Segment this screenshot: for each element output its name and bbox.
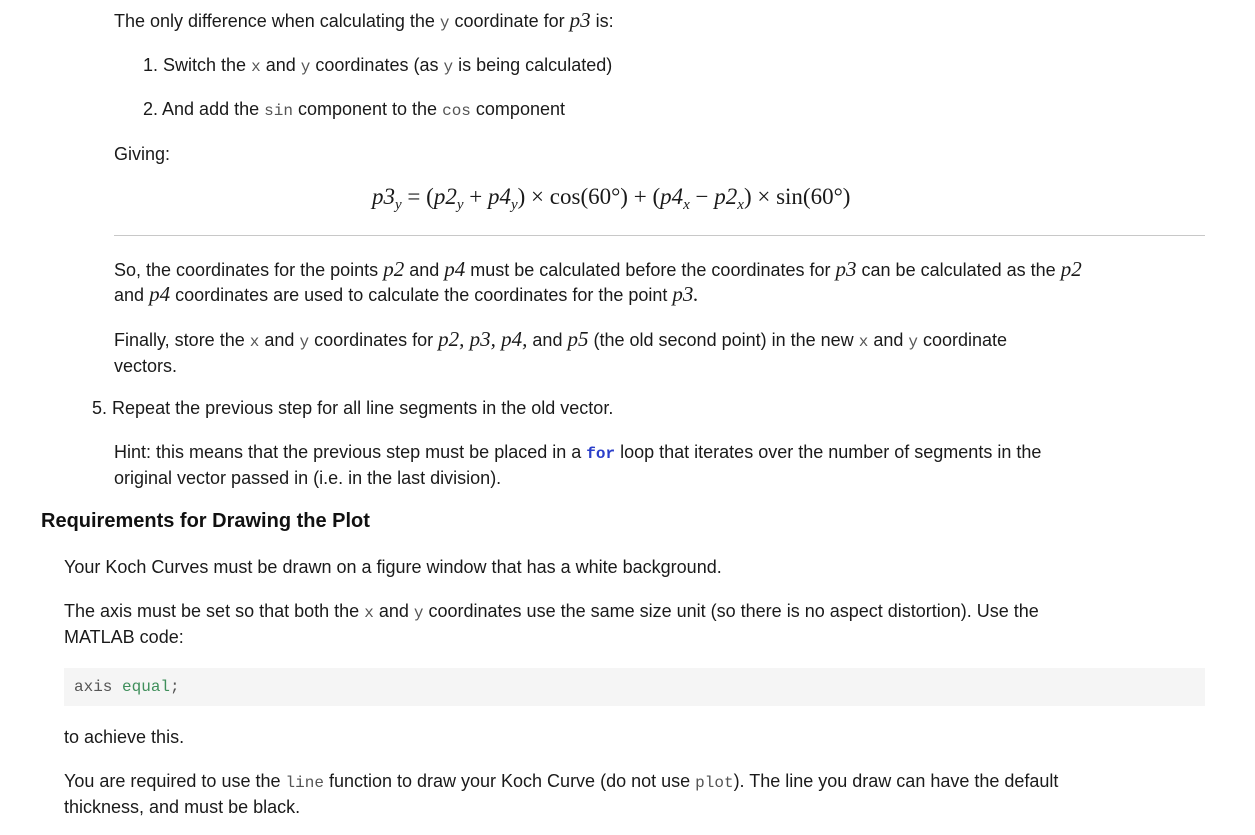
math-p3: p3 xyxy=(835,257,857,281)
text: coordinates are used to calculate the coordinates for the point xyxy=(175,285,668,305)
text: The axis must be set so that both the xyxy=(64,601,360,621)
list-text: Switch the xyxy=(163,55,247,75)
giving-label: Giving: xyxy=(114,144,171,164)
list-number: 5. xyxy=(92,398,108,418)
text: You are required to use the xyxy=(64,771,281,791)
code-semicolon: ; xyxy=(170,678,180,696)
paragraph-finally xyxy=(114,327,1214,378)
paragraph-axis xyxy=(64,599,1204,649)
eq-sub: y xyxy=(456,197,464,213)
text: and xyxy=(409,260,440,280)
list-text: And add the xyxy=(162,99,260,119)
paragraph-achieve: to achieve this. xyxy=(64,727,185,747)
text: and xyxy=(532,330,563,350)
text: Hint: this means that the previous step must be placed in a xyxy=(114,442,582,462)
text: original vector passed in (i.e. in the last division). xyxy=(114,468,502,488)
text: coordinates for xyxy=(314,330,434,350)
intro-text-mid: coordinate for xyxy=(454,11,565,31)
code-line-fn: line xyxy=(285,774,324,792)
code-block xyxy=(64,668,1205,706)
eq-term: p2 xyxy=(433,184,457,209)
paragraph-background: Your Koch Curves must be drawn on a figure window that has a white background. xyxy=(64,557,722,577)
text: and xyxy=(264,330,295,350)
code-sin: sin xyxy=(264,102,293,120)
eq-term: p4 xyxy=(660,184,684,209)
text: and xyxy=(873,330,904,350)
eq-term: p4 xyxy=(487,184,511,209)
list-item-1 xyxy=(143,53,612,79)
intro-text-post: is: xyxy=(595,11,614,31)
math-p4: p4 xyxy=(444,257,466,281)
math-p3: p3 xyxy=(569,8,591,32)
eq-sin: sin(60°) xyxy=(776,184,851,209)
code-x: x xyxy=(249,333,260,351)
code-y: y xyxy=(299,333,310,351)
paragraph-line xyxy=(64,769,1204,819)
text: (the old second point) in the new xyxy=(593,330,854,350)
text: thickness, and must be black. xyxy=(64,797,301,817)
text: loop that iterates over the number of segments in the xyxy=(620,442,1042,462)
code-plot-fn: plot xyxy=(695,774,734,792)
text: coordinates use the same size unit (so there is no aspect distortion). Use the xyxy=(428,601,1039,621)
code-y: y xyxy=(300,58,311,76)
list-text-and: and xyxy=(265,55,296,75)
math-p4: p4 xyxy=(149,282,171,306)
eq-sub: y xyxy=(510,197,518,213)
divider xyxy=(114,235,1205,236)
list-text-post: component xyxy=(475,99,565,119)
code-x: x xyxy=(364,604,374,622)
eq-term: p2 xyxy=(714,184,738,209)
paragraph-so xyxy=(114,257,1214,307)
code-argument: equal xyxy=(122,678,171,696)
list-number: 1. xyxy=(143,55,159,75)
math-p3: p3. xyxy=(672,282,699,306)
text: and xyxy=(378,601,409,621)
math-p2: p2 xyxy=(383,257,405,281)
math-p2: p2 xyxy=(1060,257,1082,281)
list-text: Repeat the previous step for all line segments in the old vector. xyxy=(112,398,614,418)
code-keyword: axis xyxy=(74,678,113,696)
list-text-mid: component to the xyxy=(297,99,438,119)
code-x: x xyxy=(251,58,261,76)
code-x: x xyxy=(858,333,869,351)
text: MATLAB code: xyxy=(64,627,184,647)
equation: $p3_y = (p2_y + p4_y) \times \cos(60^\circ) + (p4_x - p2_x) \times \sin(60^\circ)$ xyxy=(372,184,851,213)
eq-sub: y xyxy=(395,197,402,213)
text: So, the coordinates for the points xyxy=(114,260,379,280)
eq-cos: cos(60°) xyxy=(549,184,628,209)
math-p5: p5 xyxy=(567,327,589,351)
code-y: y xyxy=(413,604,424,622)
eq-lhs: p3 xyxy=(372,184,395,209)
code-y: y xyxy=(443,58,454,76)
list-text-mid: coordinates (as xyxy=(315,55,439,75)
text: function to draw your Koch Curve (do not use xyxy=(328,771,691,791)
list-item-5 xyxy=(92,396,613,420)
text: Finally, store the xyxy=(114,330,245,350)
text: and xyxy=(114,285,145,305)
text: must be calculated before the coordinates for xyxy=(470,260,831,280)
hint-paragraph xyxy=(114,440,1214,490)
section-heading: Requirements for Drawing the Plot xyxy=(41,510,370,532)
text: can be calculated as the xyxy=(861,260,1056,280)
text: coordinate xyxy=(923,330,1008,350)
intro-text: The only difference when calculating the xyxy=(114,11,435,31)
code-y: y xyxy=(908,333,918,351)
text: vectors. xyxy=(114,356,178,376)
code-cos: cos xyxy=(442,102,471,120)
eq-sub: x xyxy=(737,197,744,213)
code-keyword-for: for xyxy=(586,445,616,463)
code-y: y xyxy=(439,14,450,32)
eq-sub: x xyxy=(683,197,690,213)
intro-paragraph xyxy=(114,8,614,35)
list-text-post: is being calculated) xyxy=(458,55,613,75)
list-item-2 xyxy=(143,97,565,123)
code-line xyxy=(74,677,180,697)
math-points: p2, p3, p4, xyxy=(438,327,528,351)
text: ). The line you draw can have the default xyxy=(733,771,1059,791)
list-number: 2. xyxy=(143,99,159,119)
